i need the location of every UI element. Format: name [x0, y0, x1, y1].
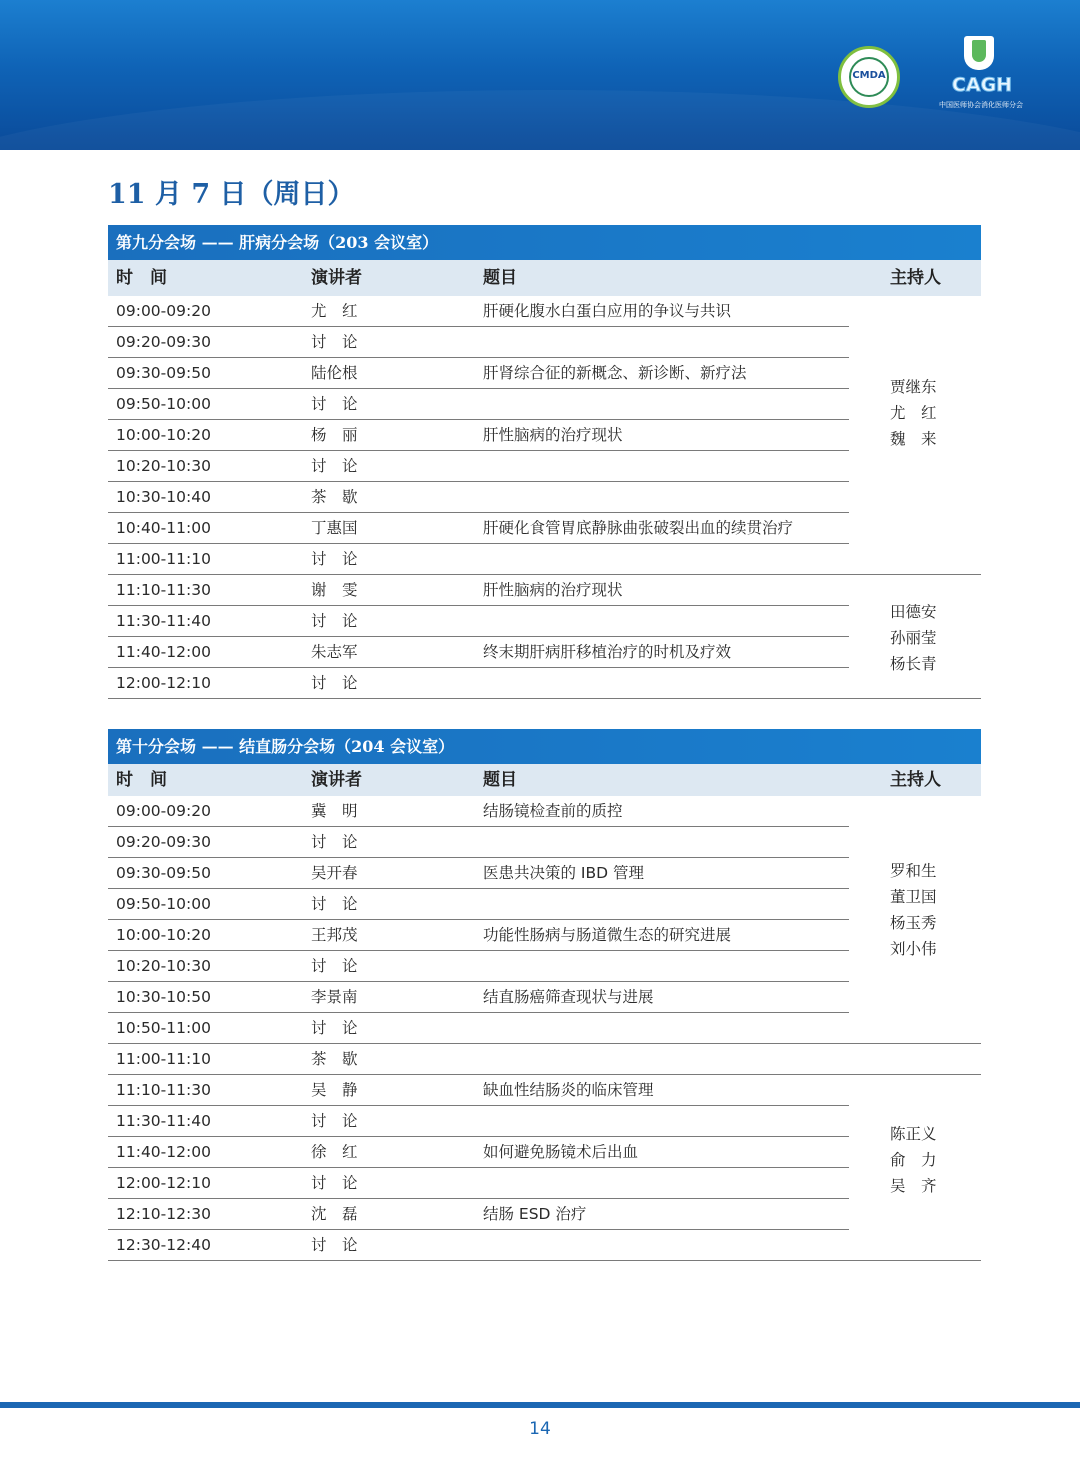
session-9 [108, 225, 981, 699]
cell-speaker: 讨 论 [311, 674, 358, 692]
table-row [108, 420, 981, 451]
table-row [108, 982, 981, 1013]
cell-time: 10:30-10:50 [116, 988, 211, 1006]
cell-topic: 缺血性结肠炎的临床管理 [483, 1081, 654, 1099]
date-title: 11 月 7 日（周日） [108, 179, 355, 210]
cagh-logo-text: CAGH [951, 74, 1013, 96]
row-divider [108, 698, 981, 699]
table-row [108, 668, 981, 699]
cell-time: 11:00-11:10 [116, 550, 211, 568]
cell-speaker: 李景南 [311, 988, 358, 1006]
session-title: 第九分会场 —— 肝病分会场（203 会议室） [108, 225, 981, 260]
session-10 [108, 729, 981, 1261]
host-name: 杨玉秀 [890, 914, 937, 932]
cell-topic: 终末期肝病肝移植治疗的时机及疗效 [483, 643, 732, 661]
table-row [108, 1230, 981, 1261]
cagh-mark-icon [964, 36, 994, 70]
schedule-rows [108, 796, 981, 1261]
cell-topic: 肝硬化食管胃底静脉曲张破裂出血的续贯治疗 [483, 519, 794, 537]
cell-topic: 功能性肠病与肠道微生态的研究进展 [483, 926, 732, 944]
host-name: 魏 来 [890, 430, 937, 448]
session-title: 第十分会场 —— 结直肠分会场（204 会议室） [108, 729, 981, 764]
host-name: 尤 红 [890, 404, 937, 422]
col-topic: 题目 [483, 268, 517, 288]
cell-time: 12:00-12:10 [116, 1174, 211, 1192]
cagh-logo-subtitle: 中国医师协会消化医师分会 [939, 101, 1023, 109]
cell-time: 09:00-09:20 [116, 302, 211, 320]
table-row [108, 951, 981, 982]
cell-speaker: 讨 论 [311, 1019, 358, 1037]
cell-time: 09:50-10:00 [116, 395, 211, 413]
table-row [108, 327, 981, 358]
host-name: 罗和生 [890, 862, 937, 880]
cell-time: 10:00-10:20 [116, 426, 211, 444]
page-number: 14 [529, 1419, 551, 1439]
table-row [108, 606, 981, 637]
cell-speaker: 冀 明 [311, 802, 358, 820]
cell-speaker: 讨 论 [311, 550, 358, 568]
cell-speaker: 讨 论 [311, 1236, 358, 1254]
cell-time: 10:30-10:40 [116, 488, 211, 506]
table-row [108, 358, 981, 389]
cmda-logo [838, 46, 900, 108]
table-row [108, 482, 981, 513]
table-row [108, 637, 981, 668]
table-row [108, 858, 981, 889]
cell-time: 11:40-12:00 [116, 643, 211, 661]
cell-topic: 肝性脑病的治疗现状 [483, 581, 623, 599]
table-row [108, 1075, 981, 1106]
cell-speaker: 朱志军 [311, 643, 358, 661]
cell-speaker: 杨 丽 [311, 426, 358, 444]
cell-topic: 肝肾综合征的新概念、新诊断、新疗法 [483, 364, 747, 382]
cell-time: 09:50-10:00 [116, 895, 211, 913]
cell-time: 11:00-11:10 [116, 1050, 211, 1068]
table-row [108, 389, 981, 420]
cell-time: 11:30-11:40 [116, 1112, 211, 1130]
host-group [890, 858, 937, 962]
cell-speaker: 茶 歇 [311, 488, 358, 506]
cell-time: 10:20-10:30 [116, 457, 211, 475]
col-time: 时 间 [116, 268, 167, 288]
cell-speaker: 讨 论 [311, 457, 358, 475]
cell-time: 11:10-11:30 [116, 1081, 211, 1099]
cell-time: 12:30-12:40 [116, 1236, 211, 1254]
cell-time: 09:30-09:50 [116, 864, 211, 882]
col-speaker: 演讲者 [311, 268, 362, 288]
cell-topic: 肝性脑病的治疗现状 [483, 426, 623, 444]
cell-topic: 结直肠癌筛查现状与进展 [483, 988, 654, 1006]
table-row [108, 920, 981, 951]
cell-speaker: 讨 论 [311, 395, 358, 413]
cell-topic: 结肠 ESD 治疗 [483, 1205, 587, 1223]
cmda-logo-text: CMDA [852, 70, 886, 81]
col-time: 时 间 [116, 770, 167, 790]
host-name: 贾继东 [890, 378, 937, 396]
host-name: 刘小伟 [890, 940, 937, 958]
cell-speaker: 讨 论 [311, 833, 358, 851]
cell-time: 09:20-09:30 [116, 833, 211, 851]
table-row [108, 1013, 981, 1044]
table-row [108, 1168, 981, 1199]
table-row [108, 1044, 981, 1075]
host-name: 陈正义 [890, 1125, 937, 1143]
cell-topic: 医患共决策的 IBD 管理 [483, 864, 644, 882]
cell-speaker: 吴开春 [311, 864, 358, 882]
cell-time: 09:20-09:30 [116, 333, 211, 351]
cell-speaker: 茶 歇 [311, 1050, 358, 1068]
host-group [890, 1121, 937, 1199]
schedule-rows [108, 296, 981, 699]
row-divider [108, 1260, 981, 1261]
table-row [108, 889, 981, 920]
cell-speaker: 讨 论 [311, 1174, 358, 1192]
cell-time: 09:30-09:50 [116, 364, 211, 382]
cagh-logo [934, 36, 1028, 116]
table-row [108, 296, 981, 327]
cell-speaker: 讨 论 [311, 333, 358, 351]
cell-time: 12:10-12:30 [116, 1205, 211, 1223]
cell-time: 11:40-12:00 [116, 1143, 211, 1161]
table-row [108, 827, 981, 858]
table-row [108, 575, 981, 606]
header-banner [0, 0, 1080, 150]
cell-topic: 如何避免肠镜术后出血 [483, 1143, 639, 1161]
cell-speaker: 尤 红 [311, 302, 358, 320]
cell-speaker: 王邦茂 [311, 926, 358, 944]
cell-speaker: 丁惠国 [311, 519, 358, 537]
cell-time: 10:40-11:00 [116, 519, 211, 537]
cell-speaker: 徐 红 [311, 1143, 358, 1161]
host-name: 杨长青 [890, 655, 937, 673]
col-host: 主持人 [890, 268, 941, 288]
cell-speaker: 讨 论 [311, 1112, 358, 1130]
column-header-row [108, 764, 981, 796]
cell-speaker: 吴 静 [311, 1081, 358, 1099]
host-group [890, 374, 937, 452]
host-name: 俞 力 [890, 1151, 937, 1169]
cell-topic: 结肠镜检查前的质控 [483, 802, 623, 820]
cell-speaker: 沈 磊 [311, 1205, 358, 1223]
host-name: 孙丽莹 [890, 629, 937, 647]
column-header-row [108, 260, 981, 296]
cell-time: 09:00-09:20 [116, 802, 211, 820]
cell-speaker: 讨 论 [311, 957, 358, 975]
cell-topic: 肝硬化腹水白蛋白应用的争议与共识 [483, 302, 732, 320]
cell-time: 11:10-11:30 [116, 581, 211, 599]
cell-speaker: 讨 论 [311, 895, 358, 913]
cell-speaker: 谢 雯 [311, 581, 358, 599]
table-row [108, 451, 981, 482]
cell-time: 10:00-10:20 [116, 926, 211, 944]
cell-time: 10:50-11:00 [116, 1019, 211, 1037]
table-row [108, 1199, 981, 1230]
host-name: 董卫国 [890, 888, 937, 906]
host-name: 吴 齐 [890, 1177, 937, 1195]
cell-time: 10:20-10:30 [116, 957, 211, 975]
table-row [108, 1106, 981, 1137]
table-row [108, 1137, 981, 1168]
host-name: 田德安 [890, 603, 937, 621]
cell-time: 12:00-12:10 [116, 674, 211, 692]
host-group [890, 599, 937, 677]
table-row [108, 513, 981, 544]
table-row [108, 796, 981, 827]
table-row [108, 544, 981, 575]
col-topic: 题目 [483, 770, 517, 790]
cell-speaker: 陆伦根 [311, 364, 358, 382]
footer-rule [0, 1402, 1080, 1408]
col-host: 主持人 [890, 770, 941, 790]
cell-time: 11:30-11:40 [116, 612, 211, 630]
col-speaker: 演讲者 [311, 770, 362, 790]
cell-speaker: 讨 论 [311, 612, 358, 630]
